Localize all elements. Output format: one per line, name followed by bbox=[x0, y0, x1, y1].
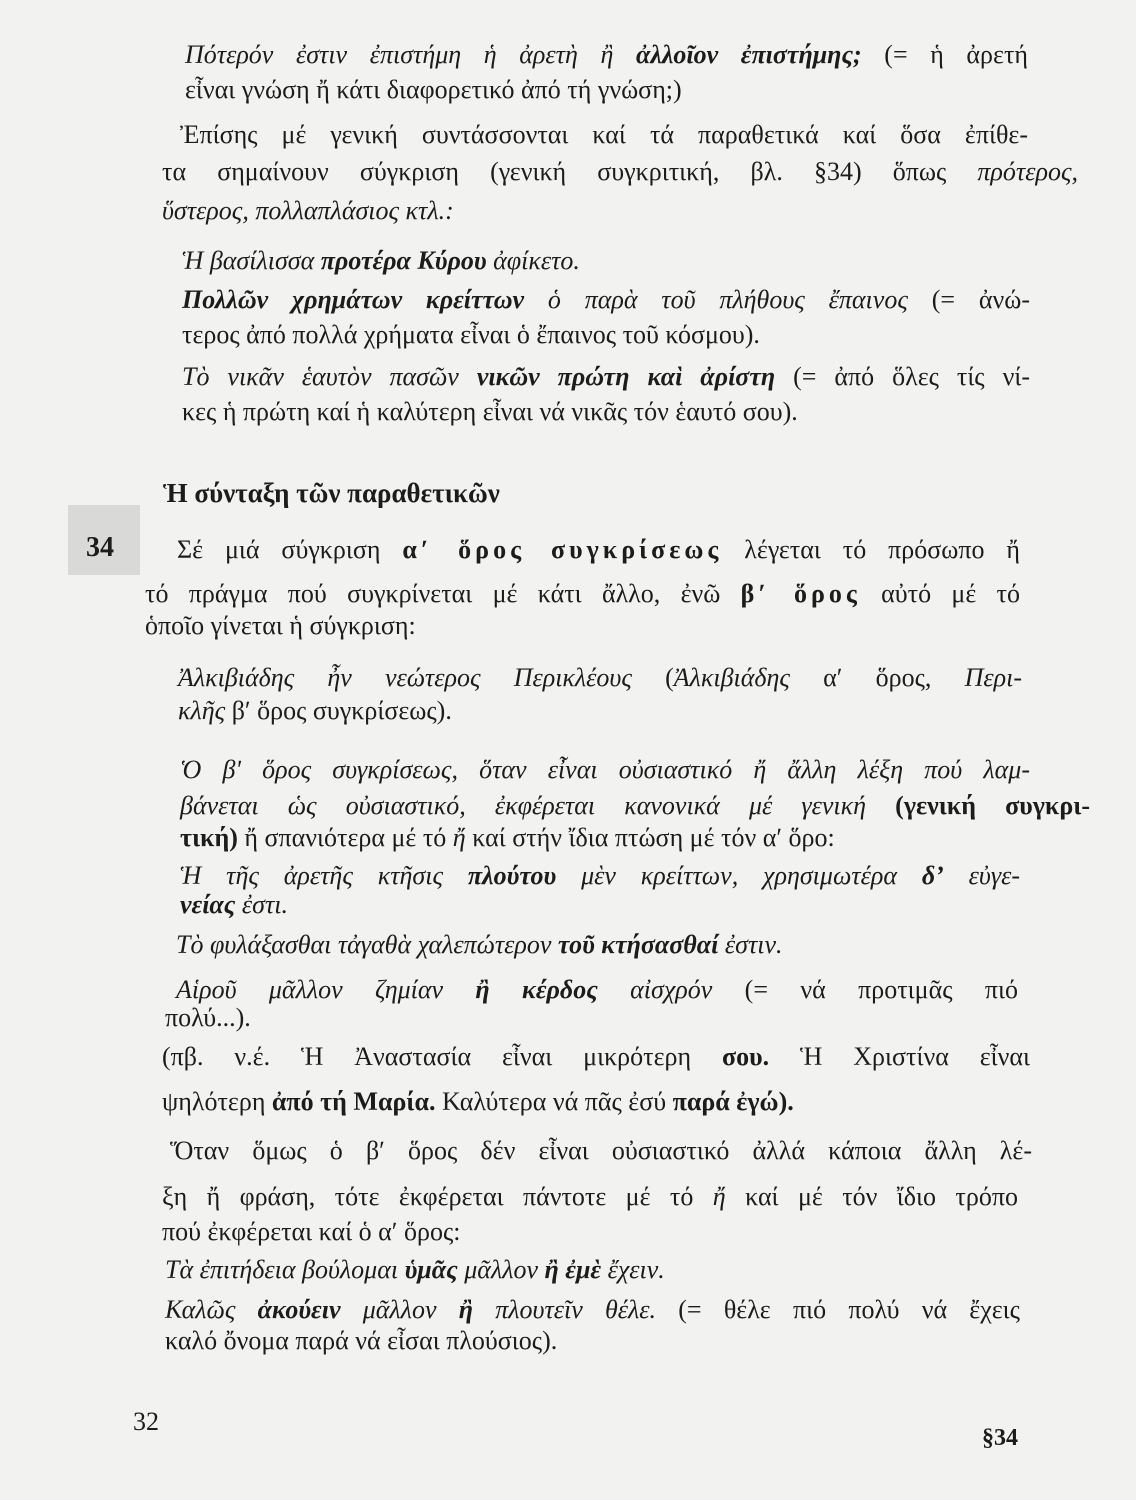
page-number: 32 bbox=[133, 1407, 159, 1436]
text-run: μᾶλλον bbox=[340, 1295, 459, 1324]
text-run: τό πράγμα πού συγκρίνεται μέ κάτι ἄλλο, ἐνῶ bbox=[145, 579, 741, 608]
text-run: ξη ἤ φράση, τότε ἐκφέρεται πάντοτε μέ τό bbox=[162, 1182, 713, 1211]
text-run: Περι- bbox=[964, 663, 1022, 692]
text-line bbox=[162, 1040, 1030, 1074]
text-line bbox=[177, 533, 1020, 567]
text-run: μᾶλλον bbox=[457, 1255, 545, 1284]
text-line bbox=[178, 694, 452, 728]
text-line bbox=[162, 1085, 794, 1119]
text-line bbox=[180, 789, 1090, 823]
text-run: νείας bbox=[180, 890, 236, 919]
text-line bbox=[185, 73, 682, 107]
text-run: σου. bbox=[721, 1042, 770, 1071]
text-line bbox=[162, 1215, 460, 1249]
text-run: ἢ ἐμὲ bbox=[544, 1255, 602, 1284]
running-section-ref: §34 bbox=[982, 1425, 1018, 1451]
text-line bbox=[182, 360, 1030, 394]
text-run: πρότερος, bbox=[977, 157, 1078, 186]
text-line bbox=[165, 1253, 665, 1287]
text-run: ὁ παρὰ τοῦ πλήθους ἔπαινος bbox=[524, 285, 908, 314]
text-run: αʹ ὅρος, bbox=[789, 663, 965, 692]
text-run: Καλῶς bbox=[165, 1295, 258, 1324]
text-run: τική) bbox=[180, 823, 238, 852]
text-run: καί μέ τόν ἴδιο τρόπο bbox=[725, 1182, 1018, 1211]
text-line bbox=[178, 661, 1022, 695]
text-run: (= θέλε πιό πολύ νά ἔχεις bbox=[656, 1295, 1020, 1324]
text-run: Ἐπίσης μέ γενική συντάσσονται καί τά παραθετικά καί ὅσα ἐπίθε- bbox=[180, 120, 1028, 149]
text-run: αἰσχρόν bbox=[597, 975, 713, 1004]
text-run: ὕστερος, πολλαπλάσιος κτλ.: bbox=[162, 196, 454, 225]
text-run: ἔχειν. bbox=[601, 1255, 665, 1284]
text-run: βάνεται ὡς οὐσιαστικό, ἐκφέρεται κανονικά μέ γενική bbox=[180, 791, 867, 820]
text-line bbox=[182, 244, 580, 278]
text-run: ἐστιν. bbox=[718, 930, 783, 959]
text-run: Ἀλκιβιάδης bbox=[673, 663, 790, 692]
text-run: νικῶν πρώτη καὶ ἀρίστη bbox=[476, 362, 776, 391]
text-run: (γενική συγκρι- bbox=[866, 791, 1090, 820]
text-run: ἀλλοῖον ἐπιστήμης; bbox=[635, 40, 862, 69]
text-run: ἐστι. bbox=[235, 890, 289, 919]
text-run: Πότερόν ἐστιν ἐπιστήμη ἡ ἀρετὴ ἢ bbox=[185, 40, 636, 69]
text-run: ( bbox=[631, 663, 674, 692]
text-run: Τὸ νικᾶν ἑαυτὸν πασῶν bbox=[182, 362, 477, 391]
text-run: ἢ κέρδος bbox=[475, 975, 598, 1004]
text-run: (= ἀπό ὅλες τίς νί- bbox=[775, 362, 1030, 391]
text-run: τοῦ κτήσασθαί bbox=[557, 930, 719, 959]
text-line bbox=[180, 888, 288, 922]
text-run: (πβ. ν.έ. Ἡ Ἀναστασία εἶναι μικρότερη bbox=[162, 1042, 722, 1071]
text-line bbox=[185, 38, 1028, 72]
text-run: ἤ bbox=[712, 1182, 726, 1211]
section-heading: Ἡ σύνταξη τῶν παραθετικῶν bbox=[163, 478, 500, 508]
text-run: πού ἐκφέρεται καί ὁ αʹ ὅρος: bbox=[162, 1217, 461, 1246]
text-run: ὁποῖο γίνεται ἡ σύγκριση: bbox=[145, 611, 416, 640]
text-run: Πολλῶν χρημάτων κρείττων bbox=[182, 285, 525, 314]
text-line bbox=[165, 1293, 1020, 1327]
text-run: ἀκούειν bbox=[257, 1295, 341, 1324]
text-run: τα σημαίνουν σύγκριση (γενική συγκριτική, βλ. §34) ὅπως bbox=[162, 157, 978, 186]
text-run: Καλύτερα νά πᾶς ἐσύ bbox=[435, 1087, 673, 1116]
text-run: καλό ὄνομα παρά νά εἶσαι πλούσιος). bbox=[165, 1326, 558, 1355]
text-run: λέγεται τό πρόσωπο ἤ bbox=[722, 535, 1020, 564]
text-line bbox=[162, 194, 454, 228]
text-line bbox=[182, 318, 760, 352]
text-run: αʹ ὅρος συγκρίσεως bbox=[402, 535, 723, 564]
text-line bbox=[180, 118, 1028, 152]
text-line bbox=[176, 973, 1018, 1007]
text-run: (= ἡ ἀρετή bbox=[861, 40, 1028, 69]
text-line bbox=[162, 1180, 1018, 1214]
text-run: αὐτό μέ τό bbox=[860, 579, 1020, 608]
text-run: βʹ ὅρος συγκρίσεως). bbox=[225, 696, 452, 725]
text-line bbox=[145, 577, 1020, 611]
text-line bbox=[180, 859, 1020, 893]
text-line bbox=[145, 609, 416, 643]
text-run: Σέ μιά σύγκριση bbox=[177, 535, 403, 564]
text-run: εἶναι γνώση ἤ κάτι διαφορετικό ἀπό τή γνώση;) bbox=[185, 75, 682, 104]
text-run: προτέρα Κύρου bbox=[320, 246, 487, 275]
text-run: παρά ἐγώ). bbox=[672, 1087, 794, 1116]
text-run: τερος ἀπό πολλά χρήματα εἶναι ὁ ἔπαινος τοῦ κόσμου). bbox=[182, 320, 760, 349]
text-run: κλῆς bbox=[178, 696, 226, 725]
text-run: καί στήν ἴδια πτώση μέ τόν αʹ ὅρο: bbox=[465, 823, 835, 852]
text-run: κες ἡ πρώτη καί ἡ καλύτερη εἶναι νά νικᾶς τόν ἑαυτό σου). bbox=[182, 397, 798, 426]
text-run: ψηλότερη bbox=[162, 1087, 272, 1116]
text-run: πλούτου bbox=[467, 861, 557, 890]
text-line bbox=[180, 821, 835, 855]
text-line bbox=[165, 1324, 557, 1358]
text-line bbox=[170, 1134, 1032, 1168]
section-number: 34 bbox=[86, 532, 114, 563]
text-run: εὐγε- bbox=[943, 861, 1020, 890]
text-run: Ἀλκιβιάδης ἦν νεώτερος Περικλέους bbox=[178, 663, 632, 692]
text-run: ἤ bbox=[452, 823, 466, 852]
text-run: ἢ bbox=[458, 1295, 473, 1324]
text-run: ἤ σπανιότερα μέ τό bbox=[237, 823, 453, 852]
text-run: βʹ ὅρος bbox=[740, 579, 861, 608]
text-run: Ἡ Χριστίνα εἶναι bbox=[769, 1042, 1031, 1071]
text-line bbox=[182, 395, 798, 429]
text-run: μὲν κρείττων, χρησιμωτέρα bbox=[556, 861, 922, 890]
text-run: ὑμᾶς bbox=[404, 1255, 458, 1284]
text-run: Τὸ φυλάξασθαι τἀγαθὰ χαλεπώτερον bbox=[176, 930, 558, 959]
text-run: Ὁ βʹ ὅρος συγκρίσεως, ὅταν εἶναι οὐσιαστικό ἤ ἄλλη λέξη πού λαμ- bbox=[180, 755, 1030, 784]
text-run: (= ἀνώ- bbox=[907, 285, 1030, 314]
text-line bbox=[182, 283, 1030, 317]
text-run: Ὅταν ὅμως ὁ βʹ ὅρος δέν εἶναι οὐσιαστικό ἀλλά κάποια ἄλλη λέ- bbox=[170, 1136, 1032, 1165]
text-line bbox=[165, 1001, 251, 1035]
text-run: ἀπό τή Μαρία. bbox=[271, 1087, 436, 1116]
text-run: Ἡ τῆς ἀρετῆς κτῆσις bbox=[180, 861, 468, 890]
text-run: πλουτεῖν θέλε. bbox=[473, 1295, 657, 1324]
text-line bbox=[180, 753, 1030, 787]
text-line bbox=[162, 155, 1078, 189]
text-run: πολύ...). bbox=[165, 1003, 251, 1032]
text-run: δ’ bbox=[921, 861, 944, 890]
text-run: Αἱροῦ μᾶλλον ζημίαν bbox=[176, 975, 476, 1004]
text-run: Τὰ ἐπιτήδεια βούλομαι bbox=[165, 1255, 405, 1284]
text-run: (= νά προτιμᾶς πιό bbox=[712, 975, 1018, 1004]
text-line bbox=[176, 928, 783, 962]
text-run: ἀφίκετο. bbox=[486, 246, 580, 275]
text-run: Ἡ βασίλισσα bbox=[182, 246, 321, 275]
